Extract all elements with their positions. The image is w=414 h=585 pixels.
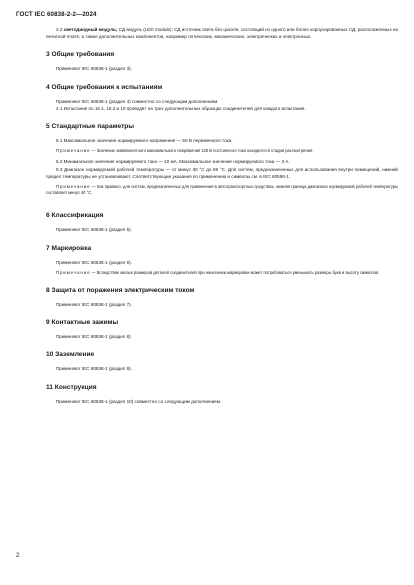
section-8-title: 8 Защита от поражения электрическим током	[46, 287, 195, 295]
document-header: ГОСТ IEC 60838-2-2—2024	[16, 11, 97, 18]
note-5-3: Примечание — Как правило, для систем, предназначенных для применения в автотранспортных средствах, нижняя граница диапазона нормируемой рабочей температуры составляет минус 40 °С.	[46, 184, 398, 196]
section-5-title: 5 Стандартные параметры	[46, 123, 134, 131]
clause-4-1: 4.1 Испытания по 16.1, 16.2 и 19 проводят на трех дополнительных образцах соединителей для каждого испытания.	[56, 105, 306, 111]
term-led-module: светодиодный модуль;	[63, 27, 118, 32]
section-9-body: Применяют IEC 60838-1 (раздел 8)	[56, 334, 131, 340]
clause-5-1: 5.1 Максимальное значение нормируемого напряжения — 50 В переменного тока.	[56, 138, 233, 144]
section-4-body: Применяют IEC 60838-1 (раздел 4) совместно со следующим дополнением	[56, 98, 218, 104]
section-8-body: Применяют IEC 60838-1 (раздел 7).	[56, 302, 132, 308]
section-11-body: Применяют IEC 60838-1 (раздел 10) совместно со следующим дополнением.	[56, 398, 222, 404]
section-6-title: 6 Классификация	[46, 212, 104, 220]
section-7-body: Применяют IEC 60838-1 (раздел 6).	[56, 259, 132, 265]
section-6-body: Применяют IEC 60838-1 (раздел 5).	[56, 227, 132, 233]
section-4-title: 4 Общие требования к испытаниям	[46, 83, 163, 91]
section-3-title: 3 Общие требования	[46, 51, 115, 59]
clause-2-2: 2.2 светодиодный модуль; СД модуль (LED module): СД источник света без цоколя, состоящий из одного или более корпусированных СД, расположенных на печатной плате, а также дополнительных компонентов, например оптических, механических, электрических и электронных.	[46, 27, 398, 40]
note-7: Примечание — Вследствие малых размеров деталей соединителей при нанесении маркировки может потребоваться уменьшить размеры букв и высоту символов.	[56, 269, 380, 275]
section-10-title: 10 Заземление	[46, 351, 95, 359]
clause-5-3: 5.3 Диапазон нормируемой рабочей температуры — от минус 30 °С до 85 °С. Для систем, предназначенных для использования внутри помещений, нижний предел температуры не устанавливают. Соответствующие указания по применению и символы см. в IEC 60598-1.	[46, 166, 398, 179]
section-11-title: 11 Конструкция	[46, 383, 97, 391]
section-10-body: Применяют IEC 60838-1 (раздел 9).	[56, 366, 132, 372]
section-9-title: 9 Контактные зажимы	[46, 319, 119, 327]
section-3-body: Применяют IEC 60838-1 (раздел 3).	[56, 66, 132, 72]
note-5-1: Примечание — Значение эквивалентного максимального напряжения 120 В постоянного тока находится в стадии рассмотрения.	[56, 148, 314, 154]
page-number: 2	[16, 553, 20, 559]
section-7-title: 7 Маркировка	[46, 244, 92, 252]
document-body	[46, 26, 398, 405]
clause-5-2: 5.2 Минимальное значение нормируемого тока — 10 мА. Максимальное значение нормируемого тока — 3 А.	[56, 159, 290, 165]
